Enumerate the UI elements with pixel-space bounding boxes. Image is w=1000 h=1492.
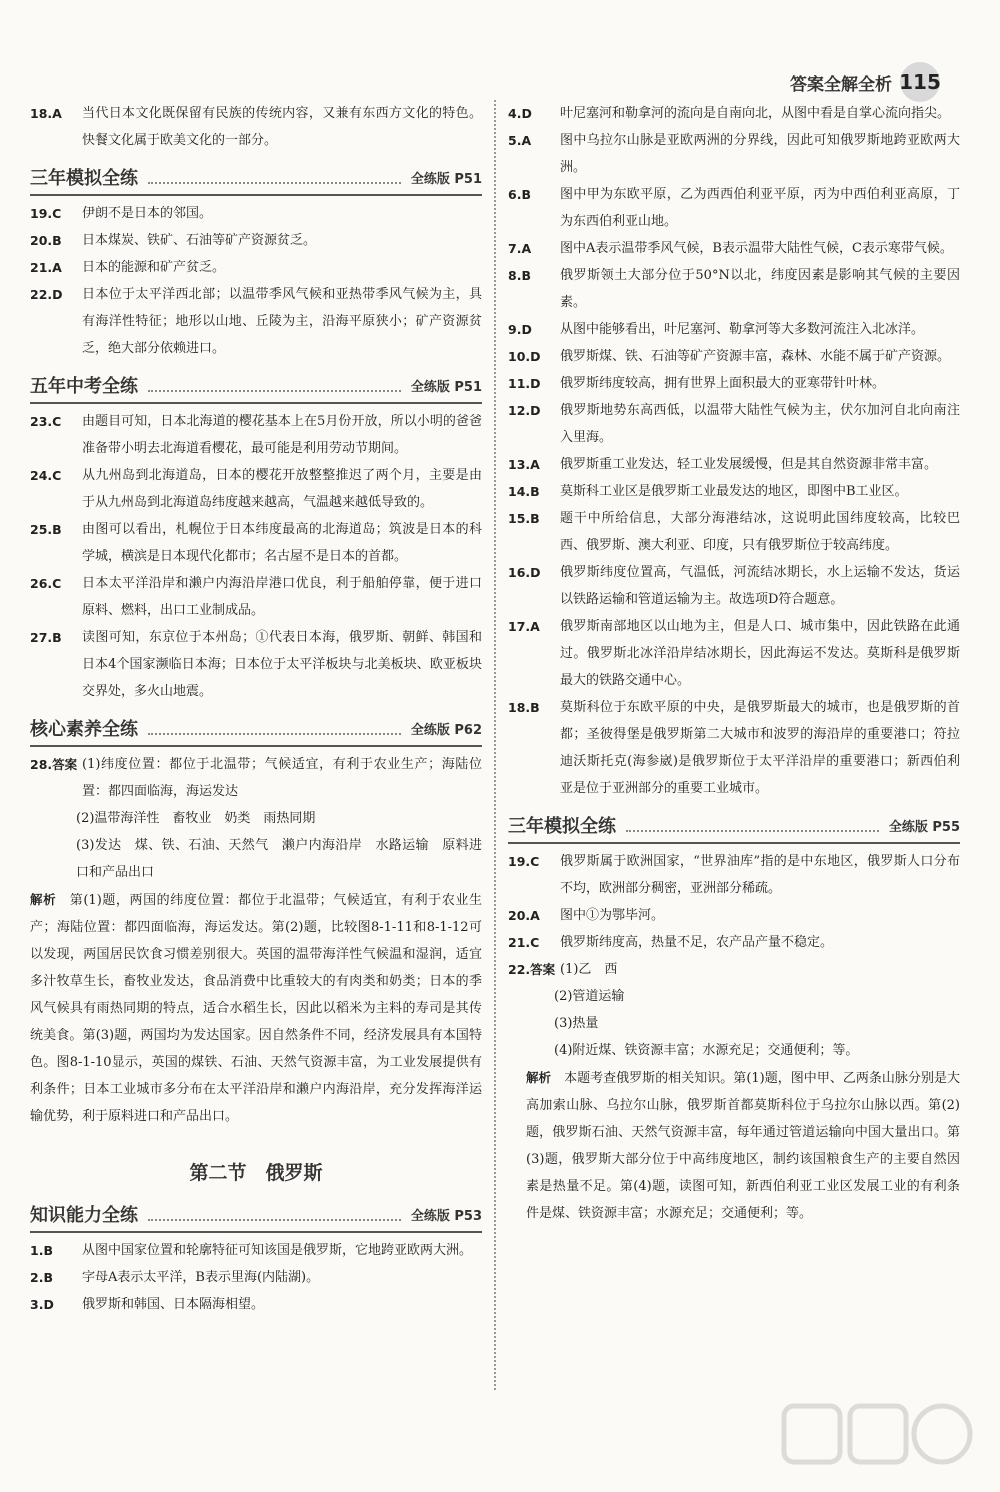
answer-item: 14.B 莫斯科工业区是俄罗斯工业最发达的地区，即图中B工业区。 <box>508 484 908 499</box>
answer-item: 2.B 字母A表示太平洋，B表示里海(内陆湖)。 <box>30 1270 320 1285</box>
section-header <box>30 1197 482 1233</box>
section-ref: 全练版 P53 <box>410 1208 482 1224</box>
answer-subitem: (2)管道运输 <box>554 989 625 1004</box>
answer-item: 17.A 俄罗斯南部地区以山地为主，但是人口、城市集中，因此铁路在此通过。俄罗斯北冰洋沿岸结冰期长，因此海运不发达。莫斯科是俄罗斯最大的铁路交通中心。 <box>508 619 960 688</box>
answer-number: 18.A <box>30 106 62 121</box>
section-ref: 全练版 P51 <box>410 379 482 395</box>
header-title: 答案全解全析 <box>790 74 892 95</box>
answer-subitem: (3)热量 <box>554 1016 599 1031</box>
analysis-text: 第(1)题，两国的纬度位置：都位于北温带；气候适宜，有利于农业生产；海陆位置：都四面临海，海运发达。第(2)题，比较图8-1-11和8-1-12可以发现，两国居民饮食习惯差别很大。英国的温带海洋性气候温和湿润，适宜多汁牧草生长，畜牧业发达，食品消费中比重较大的有肉类和奶类；日本的季风气候具有雨热同期的特点，适合水稻生长，因此以稻米为主料的寿司是其传统美食。第(3)题，两国均为发达国家。因自然条件不同，经济发展具有本国特色。图8-1-10显示，英国的煤铁、石油、天然气资源丰富，为工业发展提供有利条件；日本工业城市多分布在太平洋沿岸和濑户内海沿岸，充分发挥海洋运输优势，利于原料进口和产品出口。 <box>30 893 482 1124</box>
answer-item: 13.A 俄罗斯重工业发达，轻工业发展缓慢，但是其自然资源非常丰富。 <box>508 457 938 472</box>
section-title: 三年模拟全练 <box>30 168 138 189</box>
analysis-label: 解析 <box>526 1070 552 1085</box>
answer-item: 23.C 由题目可知，日本北海道的樱花基本上在5月份开放，所以小明的爸爸准备带小明去北海道看樱花，最可能是利用劳动节期间。 <box>30 414 482 456</box>
answer-item: 21.A 日本的能源和矿产贫乏。 <box>30 260 226 275</box>
section-title: 核心素养全练 <box>30 719 138 740</box>
answer-item: 18.B 莫斯科位于东欧平原的中央，是俄罗斯最大的城市，也是俄罗斯的首都；圣彼得堡是俄罗斯第二大城市和波罗的海沿岸的重要港口；符拉迪沃斯托克(海参崴)是俄罗斯位于太平洋沿岸的重要港口；新西伯利亚是位于亚洲部分的重要工业城市。 <box>508 700 960 796</box>
answer-item: 12.D 俄罗斯地势东高西低，以温带大陆性气候为主，伏尔加河自北向南注入里海。 <box>508 403 960 445</box>
left-column <box>30 100 482 1318</box>
answer-subitem: (3)发达 煤、铁、石油、天然气 濑户内海沿岸 水路运输 原料进口和产品出口 <box>76 838 482 880</box>
section-ref: 全练版 P55 <box>888 819 960 835</box>
page-header <box>790 62 940 102</box>
section-header <box>508 808 960 844</box>
watermark-logo-icon <box>780 1402 980 1482</box>
answer-item: 3.D 俄罗斯和韩国、日本隔海相望。 <box>30 1297 265 1312</box>
answer-item: 21.C 俄罗斯纬度高，热量不足，农产品产量不稳定。 <box>508 935 834 950</box>
section-header <box>30 160 482 196</box>
answer-item: 20.A 图中①为鄂毕河。 <box>508 908 665 923</box>
column-divider <box>494 100 496 1390</box>
section-ref: 全练版 P51 <box>410 171 482 187</box>
answer-item: 22.D 日本位于太平洋西北部；以温带季风气候和亚热带季风气候为主，具有海洋性特征；地形以山地、丘陵为主，沿海平原狭小；矿产资源贫乏，绝大部分依赖进口。 <box>30 287 482 356</box>
answer-item: 22.答案 (1)乙 西 <box>508 962 618 977</box>
answer-item: 15.B 题干中所给信息，大部分海港结冰，这说明此国纬度较高，比较巴西、俄罗斯、澳大利亚、印度，只有俄罗斯位于较高纬度。 <box>508 511 960 553</box>
answer-item: 6.B 图中甲为东欧平原，乙为西西伯利亚平原，丙为中西伯利亚高原，丁为东西伯利亚山地。 <box>508 187 960 229</box>
section-title: 五年中考全练 <box>30 376 138 397</box>
answer-item: 1.B 从图中国家位置和轮廓特征可知该国是俄罗斯，它地跨亚欧两大洲。 <box>30 1243 473 1258</box>
right-column <box>508 100 960 1227</box>
section-title: 知识能力全练 <box>30 1205 138 1226</box>
answer-item: 24.C 从九州岛到北海道岛，日本的樱花开放整整推迟了两个月，主要是由于从九州岛到北海道岛纬度越来越高，气温越来越低导致的。 <box>30 468 482 510</box>
section-title: 三年模拟全练 <box>508 816 616 837</box>
answer-subitem: (2)温带海洋性 畜牧业 奶类 雨热同期 <box>76 811 316 826</box>
analysis-text: 本题考查俄罗斯的相关知识。第(1)题，图中甲、乙两条山脉分别是大高加索山脉、乌拉尔山脉，俄罗斯首都莫斯科位于乌拉尔山脉以西。第(2)题，俄罗斯石油、天然气资源丰富，每年通过管道运输向中国大量出口。第(3)题，俄罗斯大部分位于中高纬度地区，制约该国粮食生产的主要自然因素是热量不足。第(4)题，读图可知，新西伯利亚工业区发展工业的有利条件是煤、铁资源丰富；水源充足；交通便利；等。 <box>526 1071 960 1221</box>
analysis <box>30 886 482 1130</box>
answer-item: 19.C 伊朗不是日本的邻国。 <box>30 206 213 221</box>
answer-item: 25.B 由图可以看出，札幌位于日本纬度最高的北海道岛；筑波是日本的科学城，横滨是日本现代化都市；名古屋不是日本的首都。 <box>30 522 482 564</box>
answer-item: 27.B 读图可知，东京位于本州岛；①代表日本海，俄罗斯、朝鲜、韩国和日本4个国家濒临日本海；日本位于太平洋板块与北美板块、欧亚板块交界处，多火山地震。 <box>30 630 482 699</box>
answer-item: 26.C 日本太平洋沿岸和濑户内海沿岸港口优良，利于船舶停靠，便于进口原料、燃料，出口工业制成品。 <box>30 576 482 618</box>
answer-subitem: (4)附近煤、铁资源丰富；水源充足；交通便利；等。 <box>554 1043 859 1058</box>
section-header <box>30 711 482 747</box>
answer-item: 8.B 俄罗斯领土大部分位于50°N以北，纬度因素是影响其气候的主要因素。 <box>508 268 960 310</box>
answer-item: 28.答案 (1)纬度位置：都位于北温带；气候适宜，有利于农业生产；海陆位置：都四面临海，海运发达 <box>30 757 482 799</box>
section-header <box>30 368 482 404</box>
answer-item: 9.D 从图中能够看出，叶尼塞河、勒拿河等大多数河流注入北冰洋。 <box>508 322 925 337</box>
analysis-label: 解析 <box>30 892 57 907</box>
section-ref: 全练版 P62 <box>410 722 482 738</box>
answer-item: 19.C 俄罗斯属于欧洲国家，“世界油库”指的是中东地区，俄罗斯人口分布不均，欧洲部分稠密，亚洲部分稀疏。 <box>508 854 960 896</box>
answer-item: 5.A 图中乌拉尔山脉是亚欧两洲的分界线，因此可知俄罗斯地跨亚欧两大洲。 <box>508 133 960 175</box>
chapter-title: 第二节 俄罗斯 <box>189 1162 323 1184</box>
answer-item: 7.A 图中A表示温带季风气候，B表示温带大陆性气候，C表示寒带气候。 <box>508 241 953 256</box>
answer-item <box>30 100 482 154</box>
answer-item: 10.D 俄罗斯煤、铁、石油等矿产资源丰富，森林、水能不属于矿产资源。 <box>508 349 951 364</box>
answer-item: 11.D 俄罗斯纬度较高，拥有世界上面积最大的亚寒带针叶林。 <box>508 376 886 391</box>
answer-item: 16.D 俄罗斯纬度位置高，气温低，河流结冰期长，水上运输不发达，货运以铁路运输和管道运输为主。故选项D符合题意。 <box>508 565 960 607</box>
answer-text: 当代日本文化既保留有民族的传统内容，又兼有东西方文化的特色。快餐文化属于欧美文化的一部分。 <box>82 106 482 148</box>
answer-item: 4.D 叶尼塞河和勒拿河的流向是自南向北，从图中看是自掌心流向指尖。 <box>508 106 951 121</box>
analysis <box>508 1064 960 1227</box>
page-number: 115 <box>900 62 940 102</box>
answer-item: 20.B 日本煤炭、铁矿、石油等矿产资源贫乏。 <box>30 233 317 248</box>
